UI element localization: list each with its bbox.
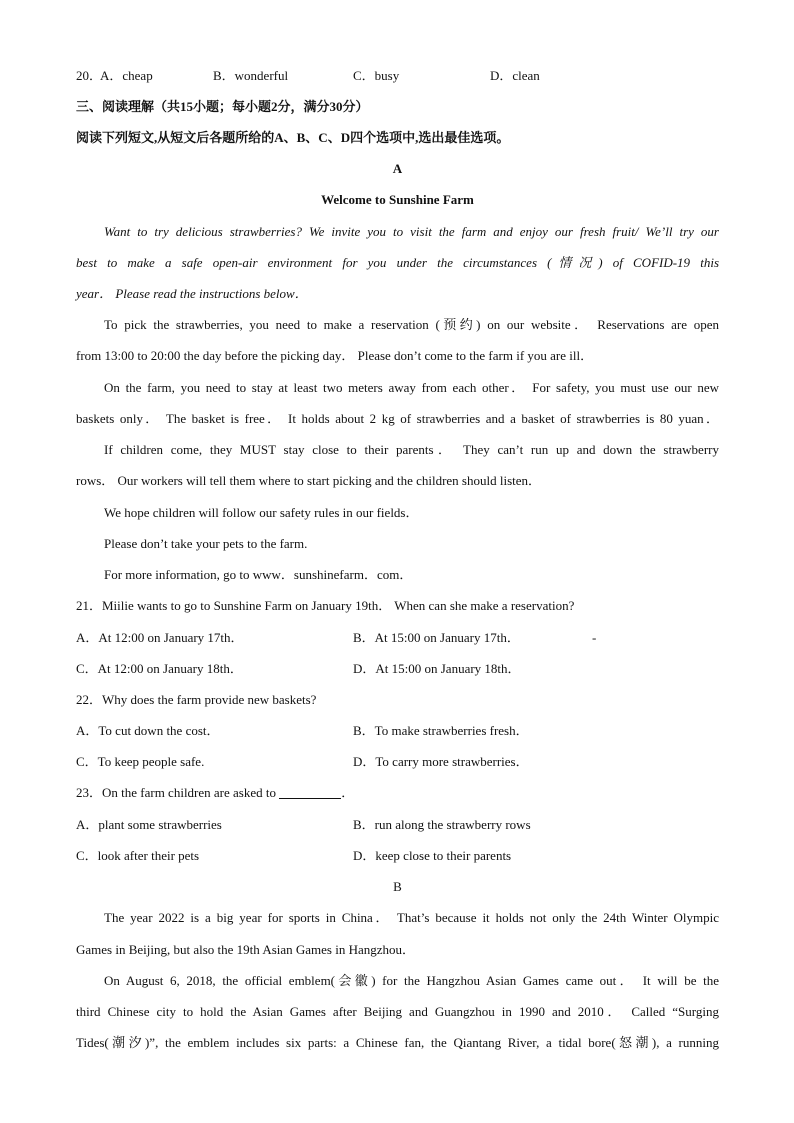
q20-option-c: C．busy (353, 68, 400, 83)
passage-a-line: rows． Our workers will tell them where to start picking and the children should listen． (76, 473, 542, 488)
passage-a-line: We hope children will follow our safety rules in our fields． (104, 505, 419, 520)
q23-option-d: D．keep close to their parents (353, 848, 512, 863)
section-heading: 三、阅读理解（共15小题；每小题2分，满分30分） (76, 99, 369, 114)
passage-b-line: Games in Beijing, but also the 19th Asian Games in Hangzhou． (76, 942, 416, 957)
q21-option-a: A．At 12:00 on January 17th． (76, 630, 244, 645)
passage-a-line: from 13:00 to 20:00 the day before the picking day． Please don’t come to the farm if you are ill． (76, 348, 594, 363)
section-instruction: 阅读下列短文,从短文后各题所给的A、B、C、D四个选项中,选出最佳选项。 (76, 130, 510, 145)
passage-a-line: baskets only． The basket is free． It holds about 2 kg of strawberries and a basket of strawberries is 80 yuan． (76, 411, 719, 426)
q20-option-a: A．cheap (100, 68, 153, 83)
answer-blank (279, 786, 341, 799)
stray-mark: - (592, 630, 597, 645)
q20-option-d: D．clean (490, 68, 540, 83)
passage-a-line: To pick the strawberries, you need to make a reservation (预约) on our website． Reservations are open (104, 317, 719, 332)
passage-a-line: Please don’t take your pets to the farm. (104, 536, 308, 551)
passage-a-line: For more information, go to www．sunshinefarm．com． (104, 567, 413, 582)
q20-option-b: B．wonderful (213, 68, 289, 83)
q21-option-c: C．At 12:00 on January 18th． (76, 661, 243, 676)
passage-b-line: third Chinese city to hold the Asian Games after Beijing and Guangzhou in 1990 and 2010． Called “Surging (76, 1004, 719, 1019)
q23-stem-text: 23．On the farm children are asked to (76, 785, 280, 800)
q20-number: 20． (76, 68, 103, 83)
q23-stem-end: ． (341, 785, 355, 800)
q21-stem: 21．Miilie wants to go to Sunshine Farm on January 19th． When can she make a reservation? (76, 598, 575, 613)
q22-option-d: D．To carry more strawberries． (353, 754, 529, 769)
passage-b-line: The year 2022 is a big year for sports in China． That’s because it holds not only the 24th Winter Olympic (104, 910, 719, 925)
passage-a-line: If children come, they MUST stay close to their parents． They can’t run up and down the strawberry (104, 442, 719, 457)
q22-stem: 22．Why does the farm provide new baskets? (76, 692, 317, 707)
q23-option-a: A．plant some strawberries (76, 817, 222, 832)
passage-a-intro-line: year． Please read the instructions below． (76, 286, 308, 301)
passage-b-letter: B (393, 879, 402, 894)
passage-a-title: Welcome to Sunshine Farm (321, 192, 474, 207)
q23-option-c: C．look after their pets (76, 848, 200, 863)
q22-option-b: B．To make strawberries fresh． (353, 723, 529, 738)
passage-a-line: On the farm, you need to stay at least two meters away from each other． For safety, you must use our new (104, 380, 719, 395)
q22-option-a: A．To cut down the cost． (76, 723, 220, 738)
q21-option-d: D．At 15:00 on January 18th． (353, 661, 521, 676)
passage-b-line: Tides(潮汐)”, the emblem includes six parts: a Chinese fan, the Qiantang River, a tidal bore(怒潮), a running (76, 1035, 719, 1050)
q22-option-c: C．To keep people safe. (76, 754, 205, 769)
passage-a-intro-line: Want to try delicious strawberries? We invite you to visit the farm and enjoy our fresh fruit/ We’ll try our (104, 224, 719, 239)
q23-option-b: B．run along the strawberry rows (353, 817, 531, 832)
passage-b-line: On August 6, 2018, the official emblem(会徽) for the Hangzhou Asian Games came out． It will be the (104, 973, 719, 988)
q23-stem (76, 785, 719, 801)
passage-a-intro-line: best to make a safe open-air environment for you under the circumstances (情况) of COFID-19 this (76, 255, 719, 270)
q21-option-b: B．At 15:00 on January 17th． (353, 630, 520, 645)
passage-a-letter: A (392, 161, 403, 176)
